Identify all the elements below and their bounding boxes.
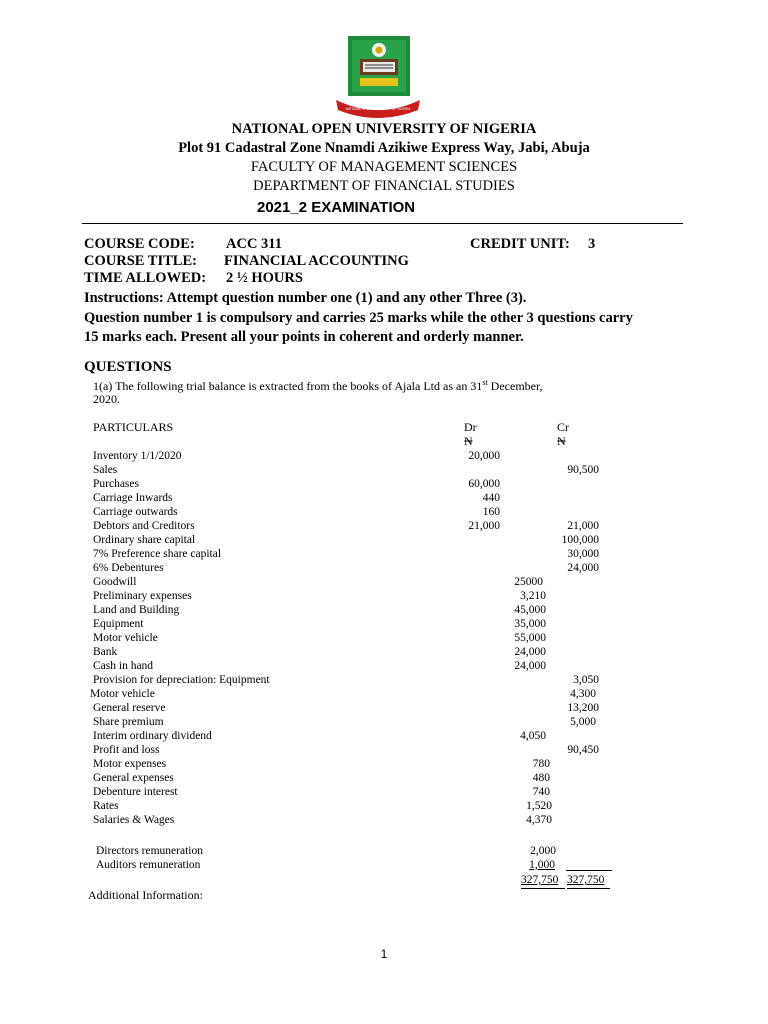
instructions-line-3: 15 marks each. Present all your points in coherent and orderly manner. [84, 329, 524, 345]
logo-banner-text: NATIONAL OPEN UNIVERSITY OF NIGERIA [345, 107, 411, 111]
row-particular: Carriage outwards [93, 506, 178, 518]
table-row [0, 506, 768, 520]
row-particular: Share premium [93, 716, 164, 728]
row-particular: Carriage Inwards [93, 492, 173, 504]
row-debit: 1,000 [529, 859, 555, 871]
table-row [0, 758, 768, 772]
cr-header: Cr [557, 420, 569, 434]
table-row [0, 674, 768, 688]
row-debit: 20,000 [468, 450, 500, 462]
table-row [0, 590, 768, 604]
row-particular: Bank [93, 646, 118, 658]
row-credit: 24,000 [567, 562, 599, 574]
institution-address: Plot 91 Cadastral Zone Nnamdi Azikiwe Express Way, Jabi, Abuja [178, 140, 590, 156]
row-particular: Debtors and Creditors [93, 520, 195, 532]
row-particular: Motor expenses [93, 758, 167, 770]
row-credit: 4,300 [570, 688, 596, 700]
row-debit: 160 [482, 506, 500, 518]
table-row [0, 800, 768, 814]
table-row [0, 730, 768, 744]
particulars-header: PARTICULARS [93, 420, 174, 434]
row-debit: 55,000 [514, 632, 546, 644]
table-row [0, 618, 768, 632]
row-particular: Motor vehicle [93, 632, 158, 644]
row-particular: Sales [93, 464, 118, 476]
credit-unit: 3 [588, 236, 596, 252]
credit-unit-label: CREDIT UNIT: [470, 236, 570, 252]
table-row [0, 859, 768, 873]
row-particular: General expenses [93, 772, 174, 784]
row-particular: Inventory 1/1/2020 [93, 450, 182, 462]
course-title: FINANCIAL ACCOUNTING [224, 253, 409, 269]
row-debit: 45,000 [514, 604, 546, 616]
course-title-label: COURSE TITLE: [84, 253, 197, 269]
question-1-intro-suffix: December, [487, 379, 543, 393]
instructions-line-1: Instructions: Attempt question number one (1) and any other Three (3). [84, 290, 527, 306]
table-row [0, 548, 768, 562]
row-particular: Purchases [93, 478, 139, 490]
row-debit: 2,000 [530, 845, 556, 857]
table-row [0, 744, 768, 758]
row-particular: Goodwill [93, 576, 137, 588]
row-debit: 24,000 [514, 660, 546, 672]
row-debit: 60,000 [468, 478, 500, 490]
row-particular: 6% Debentures [93, 562, 164, 574]
table-row [0, 716, 768, 730]
table-row [0, 660, 768, 674]
row-particular: Auditors remuneration [96, 859, 201, 871]
total-cr-double-rule [567, 888, 610, 889]
row-debit: 740 [532, 786, 550, 798]
row-debit: 480 [532, 772, 550, 784]
row-particular: Land and Building [93, 604, 180, 616]
row-credit: 3,050 [573, 674, 599, 686]
table-row [0, 604, 768, 618]
row-particular: Rates [93, 800, 119, 812]
table-row [0, 478, 768, 492]
row-credit: 30,000 [567, 548, 599, 560]
course-code: ACC 311 [226, 236, 282, 252]
total-dr-double-rule [521, 888, 565, 889]
question-1-intro-text: 1(a) The following trial balance is extracted from the books of Ajala Ltd as an 31 [93, 379, 483, 393]
questions-heading: QUESTIONS [84, 359, 172, 375]
row-particular: Profit and loss [93, 744, 160, 756]
table-row [0, 464, 768, 478]
row-debit: 3,210 [520, 590, 546, 602]
exam-title: 2021_2 EXAMINATION [257, 199, 416, 216]
additional-information-label: Additional Information: [88, 888, 203, 902]
row-particular: Provision for depreciation: Equipment [93, 674, 270, 686]
table-row [0, 520, 768, 534]
row-particular: Salaries & Wages [93, 814, 175, 826]
institution-name: NATIONAL OPEN UNIVERSITY OF NIGERIA [231, 121, 537, 137]
table-row [0, 786, 768, 800]
table-row [0, 492, 768, 506]
row-credit: 90,450 [567, 744, 599, 756]
row-debit: 21,000 [468, 520, 500, 532]
row-particular: General reserve [93, 702, 166, 714]
table-row [0, 772, 768, 786]
cr-column-rule [566, 870, 612, 871]
table-row [0, 702, 768, 716]
faculty-name: FACULTY OF MANAGEMENT SCIENCES [250, 159, 518, 175]
page-number: 1 [380, 947, 388, 961]
row-debit: 4,050 [520, 730, 546, 742]
row-debit: 25000 [514, 576, 543, 588]
row-credit: 100,000 [561, 534, 599, 546]
time-allowed: 2 ½ HOURS [226, 270, 303, 286]
table-row [0, 845, 768, 859]
row-particular: Directors remuneration [96, 845, 203, 857]
department-name: DEPARTMENT OF FINANCIAL STUDIES [253, 178, 515, 194]
row-particular: Cash in hand [93, 660, 154, 672]
row-particular: Interim ordinary dividend [93, 730, 212, 742]
row-particular: Motor vehicle [90, 688, 155, 700]
table-row [0, 576, 768, 590]
table-row [0, 562, 768, 576]
cr-currency: ₦ [557, 434, 566, 448]
row-particular: Equipment [93, 618, 144, 630]
row-particular: 7% Preference share capital [93, 548, 222, 560]
question-1-intro-line-2: 2020. [93, 392, 120, 406]
total-dr: 327,750 [521, 874, 559, 886]
table-row [0, 450, 768, 464]
row-credit: 90,500 [567, 464, 599, 476]
row-debit: 440 [482, 492, 500, 504]
instructions-line-2: Question number 1 is compulsory and carries 25 marks while the other 3 questions carry [84, 310, 633, 326]
row-debit: 1,520 [526, 800, 552, 812]
dr-header: Dr [464, 420, 477, 434]
row-credit: 5,000 [570, 716, 596, 728]
row-debit: 24,000 [514, 646, 546, 658]
table-row [0, 688, 768, 702]
row-credit: 21,000 [567, 520, 599, 532]
row-debit: 4,370 [526, 814, 552, 826]
row-debit: 35,000 [514, 618, 546, 630]
row-particular: Debenture interest [93, 786, 178, 798]
table-row [0, 534, 768, 548]
dr-currency: ₦ [464, 434, 473, 448]
row-particular: Ordinary share capital [93, 534, 196, 546]
table-row [0, 814, 768, 828]
table-row [0, 646, 768, 660]
row-debit: 780 [532, 758, 550, 770]
course-code-label: COURSE CODE: [84, 236, 195, 252]
row-particular: Preliminary expenses [93, 590, 192, 602]
question-1-intro-sup: st [482, 378, 488, 387]
table-row [0, 632, 768, 646]
total-cr: 327,750 [567, 874, 605, 886]
row-credit: 13,200 [567, 702, 599, 714]
time-allowed-label: TIME ALLOWED: [84, 270, 207, 286]
